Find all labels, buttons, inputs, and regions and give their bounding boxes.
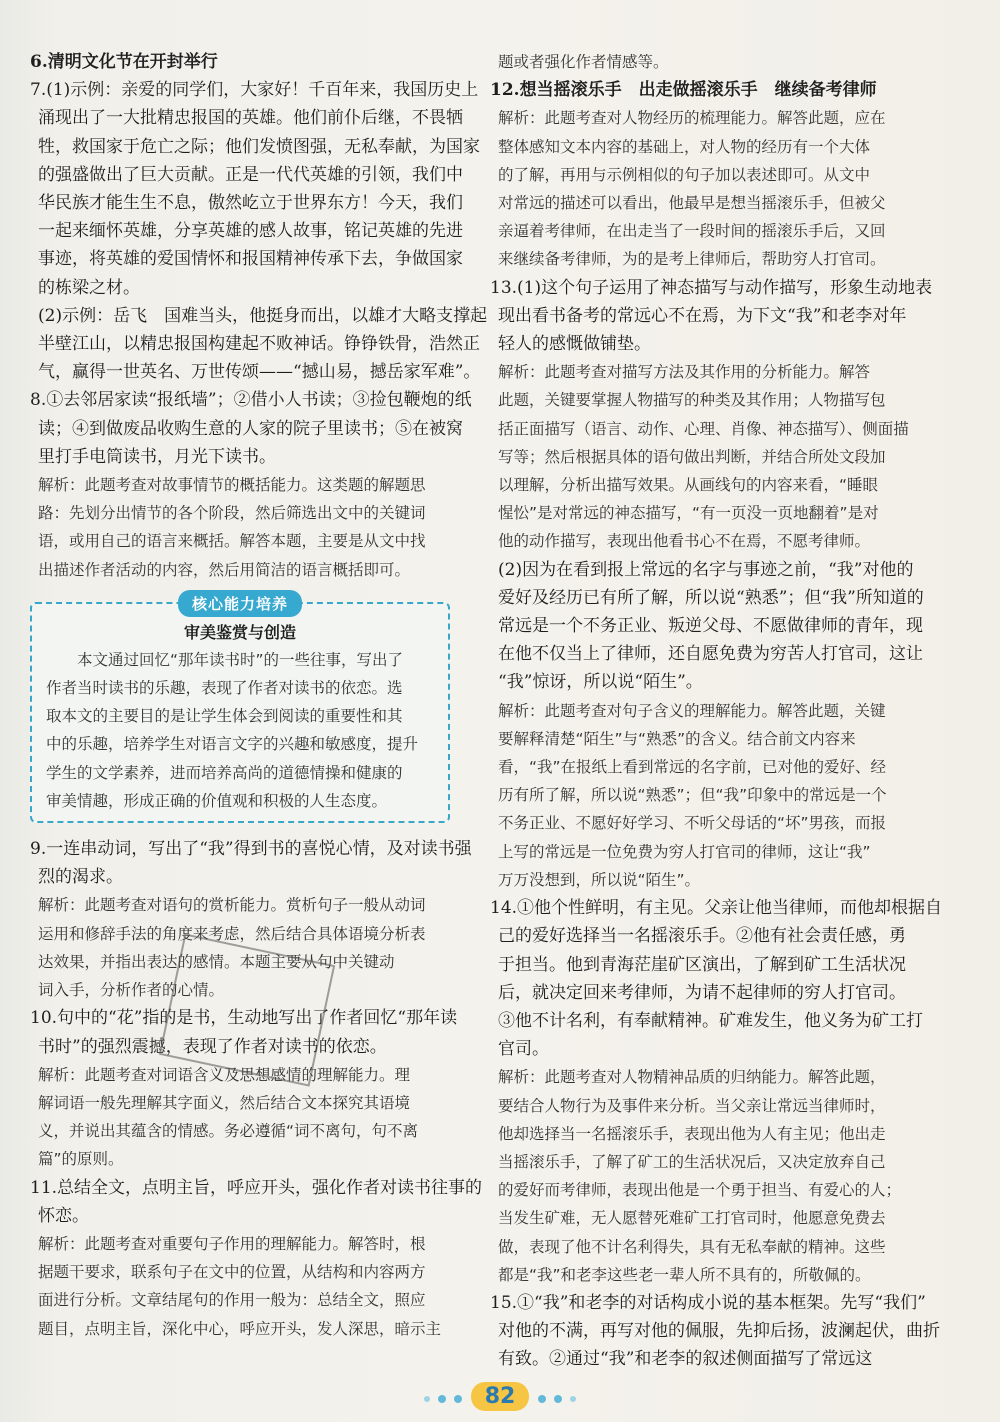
text-line: 轻人的感慨做铺垫。	[498, 334, 651, 355]
text-line: “我”惊讶，所以说“陌生”。	[498, 672, 703, 693]
text-line: 烈的渴求。	[38, 867, 123, 888]
text-line: 审美情趣，形成正确的价值观和积极的人生态度。	[46, 791, 388, 810]
text-line: 11.总结全文，点明主旨，呼应开头，强化作者对读书往事的	[30, 1177, 483, 1198]
text-line: 做，表现了他不计名利得失，具有无私奉献的精神。这些	[498, 1237, 886, 1256]
text-line: 后，就决定回来考律师，为请不起律师的穷人打官司。	[498, 982, 906, 1003]
core-ability-subtitle: 审美鉴赏与创造	[183, 622, 296, 642]
text-line: 整体感知文本内容的基础上，对人物的经历有一个大体	[498, 137, 871, 156]
text-line: 在他不仅当上了律师，还自愿免费为穷苦人打官司，这让	[498, 644, 923, 665]
text-line: 对他的不满，再写对他的佩服，先抑后扬，波澜起伏，曲折	[498, 1321, 940, 1342]
text-line: 解析：此题考查对句子含义的理解能力。解答此题，关键	[498, 701, 886, 720]
text-line: 当摇滚乐手，了解了矿工的生活状况后，又决定放弃自己	[498, 1152, 886, 1171]
text-line: 13.(1)这个句子运用了神态描写与动作描写，形象生动地表	[490, 277, 933, 298]
text-line: 事迹，将英雄的爱国情怀和报国精神传承下去，争做国家	[38, 249, 463, 270]
text-line: 15.①“我”和老李的对话构成小说的基本框架。先写“我们”	[490, 1292, 926, 1313]
text-line: 历有所了解，所以说“熟悉”；但“我”印象中的常远是一个	[498, 786, 887, 805]
text-line: 学生的文学素养，进而培养高尚的道德情操和健康的	[46, 763, 403, 782]
text-line: 题或者强化作者情感等。	[498, 53, 669, 71]
text-line: 12.想当摇滚乐手 出走做摇滚乐手 继续备考律师	[490, 80, 877, 101]
text-line: 以理解，分析出描写效果。从画线句的内容来看，“睡眼	[498, 476, 879, 495]
text-line: 上写的常远是一位免费为穷人打官司的律师，这让“我”	[498, 842, 871, 861]
text-line: 怀恋。	[38, 1205, 89, 1226]
text-line: 爱好及经历已有所了解，所以说“熟悉”；但“我”所知道的	[498, 587, 924, 608]
text-line: 当发生矿难，无人愿替死难矿工打官司时，他愿意免费去	[498, 1209, 886, 1228]
text-line: 常远是一个不务正业、叛逆父母、不愿做律师的青年，现	[498, 616, 923, 637]
text-line: (2)示例：岳飞 国难当头，他挺身而出，以雄才大略支撑起	[38, 305, 488, 326]
right-column	[490, 48, 943, 1374]
text-line: 篇”的原则。	[38, 1150, 124, 1169]
text-line: 解析：此题考查对重要句子作用的理解能力。解答时，根	[38, 1234, 426, 1253]
text-line: 一起来缅怀英雄，分享英雄的感人故事，铭记英雄的先进	[38, 221, 463, 242]
text-line: 读；④到做废品收购生意的人家的院子里读书；⑤在被窝	[38, 418, 463, 439]
left-answers-bottom	[30, 835, 483, 1343]
text-line: 万万没想到，所以说“陌生”。	[498, 870, 701, 889]
text-line: 本文通过回忆“那年读书时”的一些往事，写出了	[46, 650, 404, 669]
text-line: 半壁江山，以精忠报国构建起不败神话。铮铮铁骨，浩然正	[38, 334, 480, 355]
text-line: 写等；然后根据具体的语句做出判断，并结合所处文段加	[498, 447, 886, 466]
dot-icon	[454, 1395, 462, 1403]
text-line: 看，“我”在报纸上看到常远的名字前，已对他的爱好、经	[498, 758, 887, 777]
text-line: 解析：此题考查对故事情节的概括能力。这类题的解题思	[38, 476, 426, 495]
text-line: 的栋梁之材。	[38, 277, 140, 298]
text-line: 惺忪”是对常远的神态描写，“有一页没一页地翻着”是对	[498, 504, 879, 523]
text-line: 达效果，并指出表达的感情。本题主要从句中关键动	[38, 952, 395, 971]
text-line: (2)因为在看到报上常远的名字与事迹之前，“我”对他的	[498, 559, 914, 580]
text-line: 义，并说出其蕴含的情感。务必遵循“词不离句，句不离	[38, 1122, 419, 1141]
dot-icon	[554, 1395, 562, 1403]
text-line: 10.句中的“花”指的是书，生动地写出了作者回忆“那年读	[30, 1008, 458, 1029]
page-footer	[0, 1382, 1000, 1411]
text-line: 6.清明文化节在开封举行	[30, 52, 218, 72]
text-line: 要结合人物行为及事件来分析。当父亲让常远当律师时，	[498, 1096, 886, 1115]
text-line: 的了解，再用与示例相似的句子加以表述即可。从文中	[498, 165, 871, 184]
text-line: 要解释清楚“陌生”与“熟悉”的含义。结合前文内容来	[498, 729, 856, 748]
text-line: 来继续备考律师，为的是考上律师后，帮助穷人打官司。	[498, 250, 886, 269]
text-line: 括正面描写（语言、动作、心理、肖像、神态描写）、侧面描	[498, 419, 909, 438]
text-line: 此题，关键要掌握人物描写的种类及其作用；人物描写包	[498, 391, 886, 410]
text-line: 9.一连串动词，写出了“我”得到书的喜悦心情，及对读书强	[30, 839, 472, 860]
text-line: 解析：此题考查对语句的赏析能力。赏析句子一般从动词	[38, 896, 426, 915]
right-answers	[490, 48, 943, 1374]
text-line: 运用和修辞手法的角度来考虑，然后结合具体语境分析表	[38, 924, 426, 943]
text-line: 作者当时读书的乐趣，表现了作者对读书的依恋。选	[46, 679, 403, 698]
text-line: 有致。②通过“我”和老李的叙述侧面描写了常远这	[498, 1349, 873, 1370]
text-line: 解析：此题考查对词语含义及思想感情的理解能力。理	[38, 1065, 411, 1084]
core-ability-text	[42, 646, 438, 815]
text-line: 据题干要求，联系句子在文中的位置，从结构和内容两方	[38, 1263, 426, 1282]
text-line: 中的乐趣，培养学生对语言文字的兴趣和敏感度，提升	[46, 735, 419, 754]
text-line: 己的爱好选择当一名摇滚乐手。②他有社会责任感，勇	[498, 926, 906, 947]
text-line: 华民族才能生生不息，傲然屹立于世界东方！今天，我们	[38, 193, 463, 214]
text-line: 题目，点明主旨，深化中心，呼应开头，发人深思，暗示主	[38, 1319, 442, 1338]
dot-icon	[570, 1396, 576, 1402]
text-line: 取本文的主要目的是让学生体会到阅读的重要性和其	[46, 707, 403, 726]
text-line: 于担当。他到青海茫崖矿区演出，了解到矿工生活状况	[498, 954, 906, 975]
text-line: 解析：此题考查对人物经历的梳理能力。解答此题，应在	[498, 109, 886, 128]
text-line: 牲，救国家于危亡之际；他们发愤图强，无私奉献，为国家	[38, 136, 480, 157]
text-line: 他的动作描写，表现出他看书心不在焉，不愿考律师。	[498, 532, 871, 551]
text-line: 对常远的描述可以看出，他最早是想当摇滚乐手，但被父	[498, 194, 886, 213]
text-line: 7.(1)示例：亲爱的同学们，大家好！千百年来，我国历史上	[30, 80, 479, 101]
left-answers-top	[30, 48, 488, 584]
text-line: 语，或用自己的语言来概括。解答本题，主要是从文中找	[38, 532, 426, 551]
text-line: 词入手，分析作者的心情。	[38, 981, 225, 1000]
text-line: 里打手电筒读书，月光下读书。	[38, 446, 276, 467]
text-line: 不务正业、不愿好好学习、不听父母话的“坏”男孩，而报	[498, 814, 887, 833]
text-line: 他却选择当一名摇滚乐手，表现出他为人有主见；他出走	[498, 1124, 886, 1143]
text-line: 亲逼着考律师，在出走当了一段时间的摇滚乐手后，又回	[498, 222, 886, 241]
text-line: 气，赢得一世英名、万世传颂——“撼山易，撼岳家军难”。	[38, 362, 481, 383]
core-ability-title: 核心能力培养	[178, 590, 302, 617]
text-line: 解析：此题考查对人物精神品质的归纳能力。解答此题，	[498, 1068, 886, 1087]
text-line: 官司。	[498, 1039, 549, 1060]
dot-icon	[438, 1395, 446, 1403]
dot-icon	[424, 1396, 430, 1402]
core-ability-box	[30, 594, 450, 823]
text-line: ③他不计名利，有奉献精神。矿难发生，他义务为矿工打	[498, 1010, 923, 1031]
left-column	[30, 48, 488, 1343]
text-line: 解词语一般先理解其字面义，然后结合文本探究其语境	[38, 1093, 411, 1112]
text-line: 14.①他个性鲜明，有主见。父亲让他当律师，而他却根据自	[490, 898, 943, 919]
page-number: 82	[471, 1382, 530, 1411]
text-line: 解析：此题考查对描写方法及其作用的分析能力。解答	[498, 363, 871, 382]
text-line: 出描述作者活动的内容，然后用简洁的语言概括即可。	[38, 560, 411, 579]
text-line: 路：先划分出情节的各个阶段，然后筛选出文中的关键词	[38, 504, 426, 523]
text-line: 涌现出了一大批精忠报国的英雄。他们前仆后继，不畏牺	[38, 108, 463, 129]
dot-icon	[538, 1395, 546, 1403]
text-line: 的强盛做出了巨大贡献。正是一代代英雄的引领，我们中	[38, 164, 463, 185]
text-line: 现出看书备考的常远心不在焉，为下文“我”和老李对年	[498, 305, 907, 326]
text-line: 面进行分析。文章结尾句的作用一般为：总结全文，照应	[38, 1291, 426, 1310]
text-line: 的爱好而考律师，表现出他是一个勇于担当、有爱心的人；	[498, 1181, 902, 1200]
text-line: 都是“我”和老李这些老一辈人所不具有的，所敬佩的。	[498, 1265, 871, 1284]
text-line: 书时”的强烈震撼，表现了作者对读书的依恋。	[38, 1036, 387, 1057]
text-line: 8.①去邻居家读“报纸墙”；②借小人书读；③捡包鞭炮的纸	[30, 390, 472, 411]
